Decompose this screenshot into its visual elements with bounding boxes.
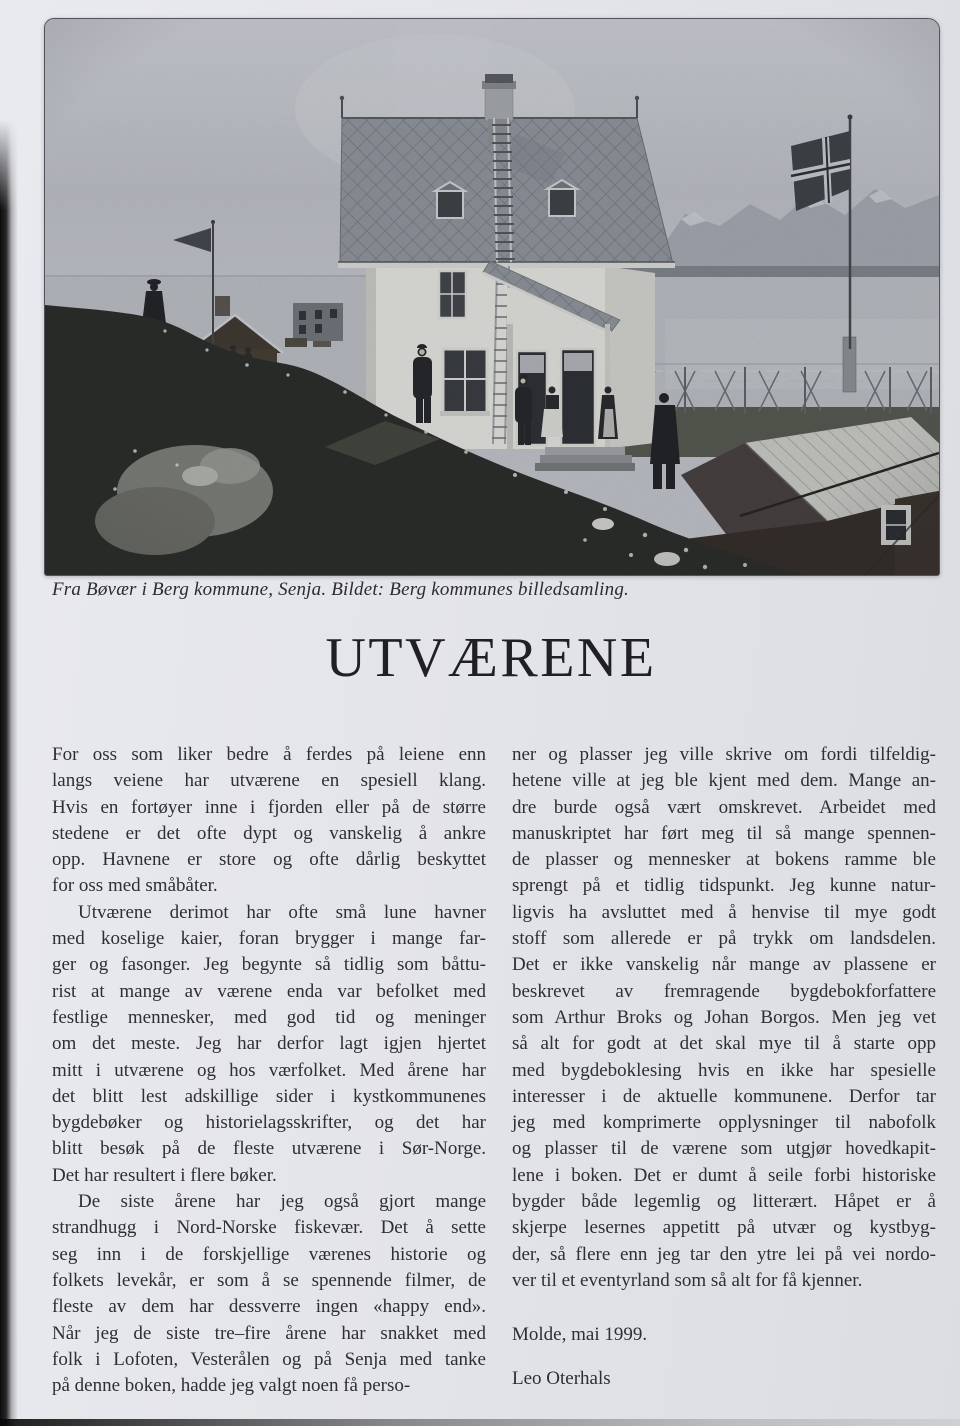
text-line: for oss med småbåter. <box>52 875 218 897</box>
text-line: beskrevet av fremragende bygdebokforfattere <box>512 980 936 1002</box>
text-line: Det er ikke vanskelig når mange av plassene er <box>512 954 936 976</box>
text-line: rist at mange av værene enda var befolket med <box>52 980 486 1002</box>
text-line: mitt i utværene og hos værfolket. Med årene har <box>52 1059 486 1081</box>
text-line: langs veiene har utværene en spesiell klang. <box>52 770 486 792</box>
text-line: hetene ville at jeg ble kjent med dem. Mange an- <box>512 770 936 792</box>
text-line: med bygdeboklesing hvis en ikke har spesielle <box>512 1059 936 1081</box>
text-line: folk i Lofoten, Vesterålen og på Senja med tanke <box>52 1348 486 1370</box>
text-line: interesser i de aktuelle kommunene. Derfor tar <box>512 1085 936 1107</box>
text-line: seg inn i de forskjellige værenes historie og <box>52 1243 486 1265</box>
book-gutter-shadow <box>0 120 18 1426</box>
text-line: der, så flere enn jeg tar den ytre lei på vei nordo- <box>512 1243 936 1265</box>
text-line: skjerpe lesernes appetitt på utvær og kystbyg- <box>512 1217 936 1239</box>
text-line: lene i boken. Det er dumt å seile forbi historiske <box>512 1164 936 1186</box>
page-title: UTVÆRENE <box>325 627 657 689</box>
signature-place-date: Molde, mai 1999. <box>512 1324 648 1346</box>
text-line: Når jeg de siste tre–fire årene har snakket med <box>52 1322 486 1344</box>
text-line: festlige mennesker, med god tid og meninger <box>52 1006 486 1028</box>
text-line: For oss som liker bedre å ferdes på leiene enn <box>52 744 486 765</box>
text-line: ner og plasser jeg ville skrive om fordi tilfeldig- <box>512 744 936 765</box>
text-line: bygder både legemlig og litterært. Håpet er å <box>512 1191 936 1213</box>
text-line: om det meste. Jeg har derfor lagt igjen hjertet <box>52 1033 486 1055</box>
article-body <box>52 742 936 1399</box>
text-line: med koselige kaier, foran brygger i mange far- <box>52 928 486 950</box>
text-line: Det har resultert i flere bøker. <box>52 1164 277 1186</box>
text-line: stedene er det ofte dypt og vanskelig å ankre <box>52 822 486 844</box>
text-line: ligvis ha avsluttet med å henvise til mye godt <box>512 901 936 923</box>
text-line: blitt besøk på de fleste utværene i Sør-Norge. <box>52 1138 486 1160</box>
text-line: manuskriptet har ført meg til så mange spennen- <box>512 822 936 844</box>
left-column <box>52 742 486 1399</box>
text-line: som Arthur Broks og Johan Borgos. Men jeg vet <box>512 1006 936 1028</box>
text-line: ger og fasonger. Jeg begynte så tidlig som båttu- <box>52 954 486 976</box>
text-line: sprengt på et tidlig tidspunkt. Jeg kunne natur- <box>512 875 936 897</box>
text-line: ver til et eventyrland som så alt for få kjenner. <box>512 1269 863 1291</box>
text-line: fleste av dem har dessverre ingen «happy end». <box>52 1296 486 1318</box>
text-line: De siste årene har jeg også gjort mange <box>78 1191 486 1213</box>
text-line: bygdebøker og historielagsskrifter, og det har <box>52 1112 486 1134</box>
right-column <box>512 742 936 1399</box>
text-line: stoff som allerede er på trykk om landsdelen. <box>512 928 936 950</box>
photo-illustration <box>45 19 939 575</box>
page-bottom-edge <box>0 1419 960 1426</box>
text-line: Utværene derimot har ofte små lune havner <box>78 901 486 923</box>
text-line: Hvis en fortøyer inne i fjorden eller på de større <box>52 796 486 818</box>
text-line: så alt for godt at det skal mye til å starte opp <box>512 1033 936 1055</box>
text-line: folkets levekår, er som å se spennende filmer, de <box>52 1269 486 1291</box>
text-line: det blitt lest adskillige sider i kystkommunenes <box>52 1085 486 1107</box>
text-line: og plasser til de værene som utgjør hovedkapit- <box>512 1138 936 1160</box>
text-line: strandhugg i Nord-Norske fiskevær. Det å sette <box>52 1217 486 1239</box>
right-column-text <box>512 742 936 1294</box>
text-line: på denne boken, hadde jeg valgt noen få perso- <box>52 1375 411 1397</box>
text-line: opp. Havnene er store og ofte dårlig beskyttet <box>52 849 486 871</box>
text-line: de plasser og mennesker at bokens ramme ble <box>512 849 936 871</box>
photo <box>44 18 940 576</box>
vignette <box>45 19 939 575</box>
text-line: jeg med komprimerte opplysninger til nabofolk <box>512 1112 936 1134</box>
text-line: dre burde også vært omskrevet. Arbeidet med <box>512 796 936 818</box>
signature-name: Leo Oterhals <box>512 1367 611 1389</box>
photo-caption: Fra Bøvær i Berg kommune, Senja. Bildet: Berg kommunes billedsamling. <box>52 579 630 600</box>
